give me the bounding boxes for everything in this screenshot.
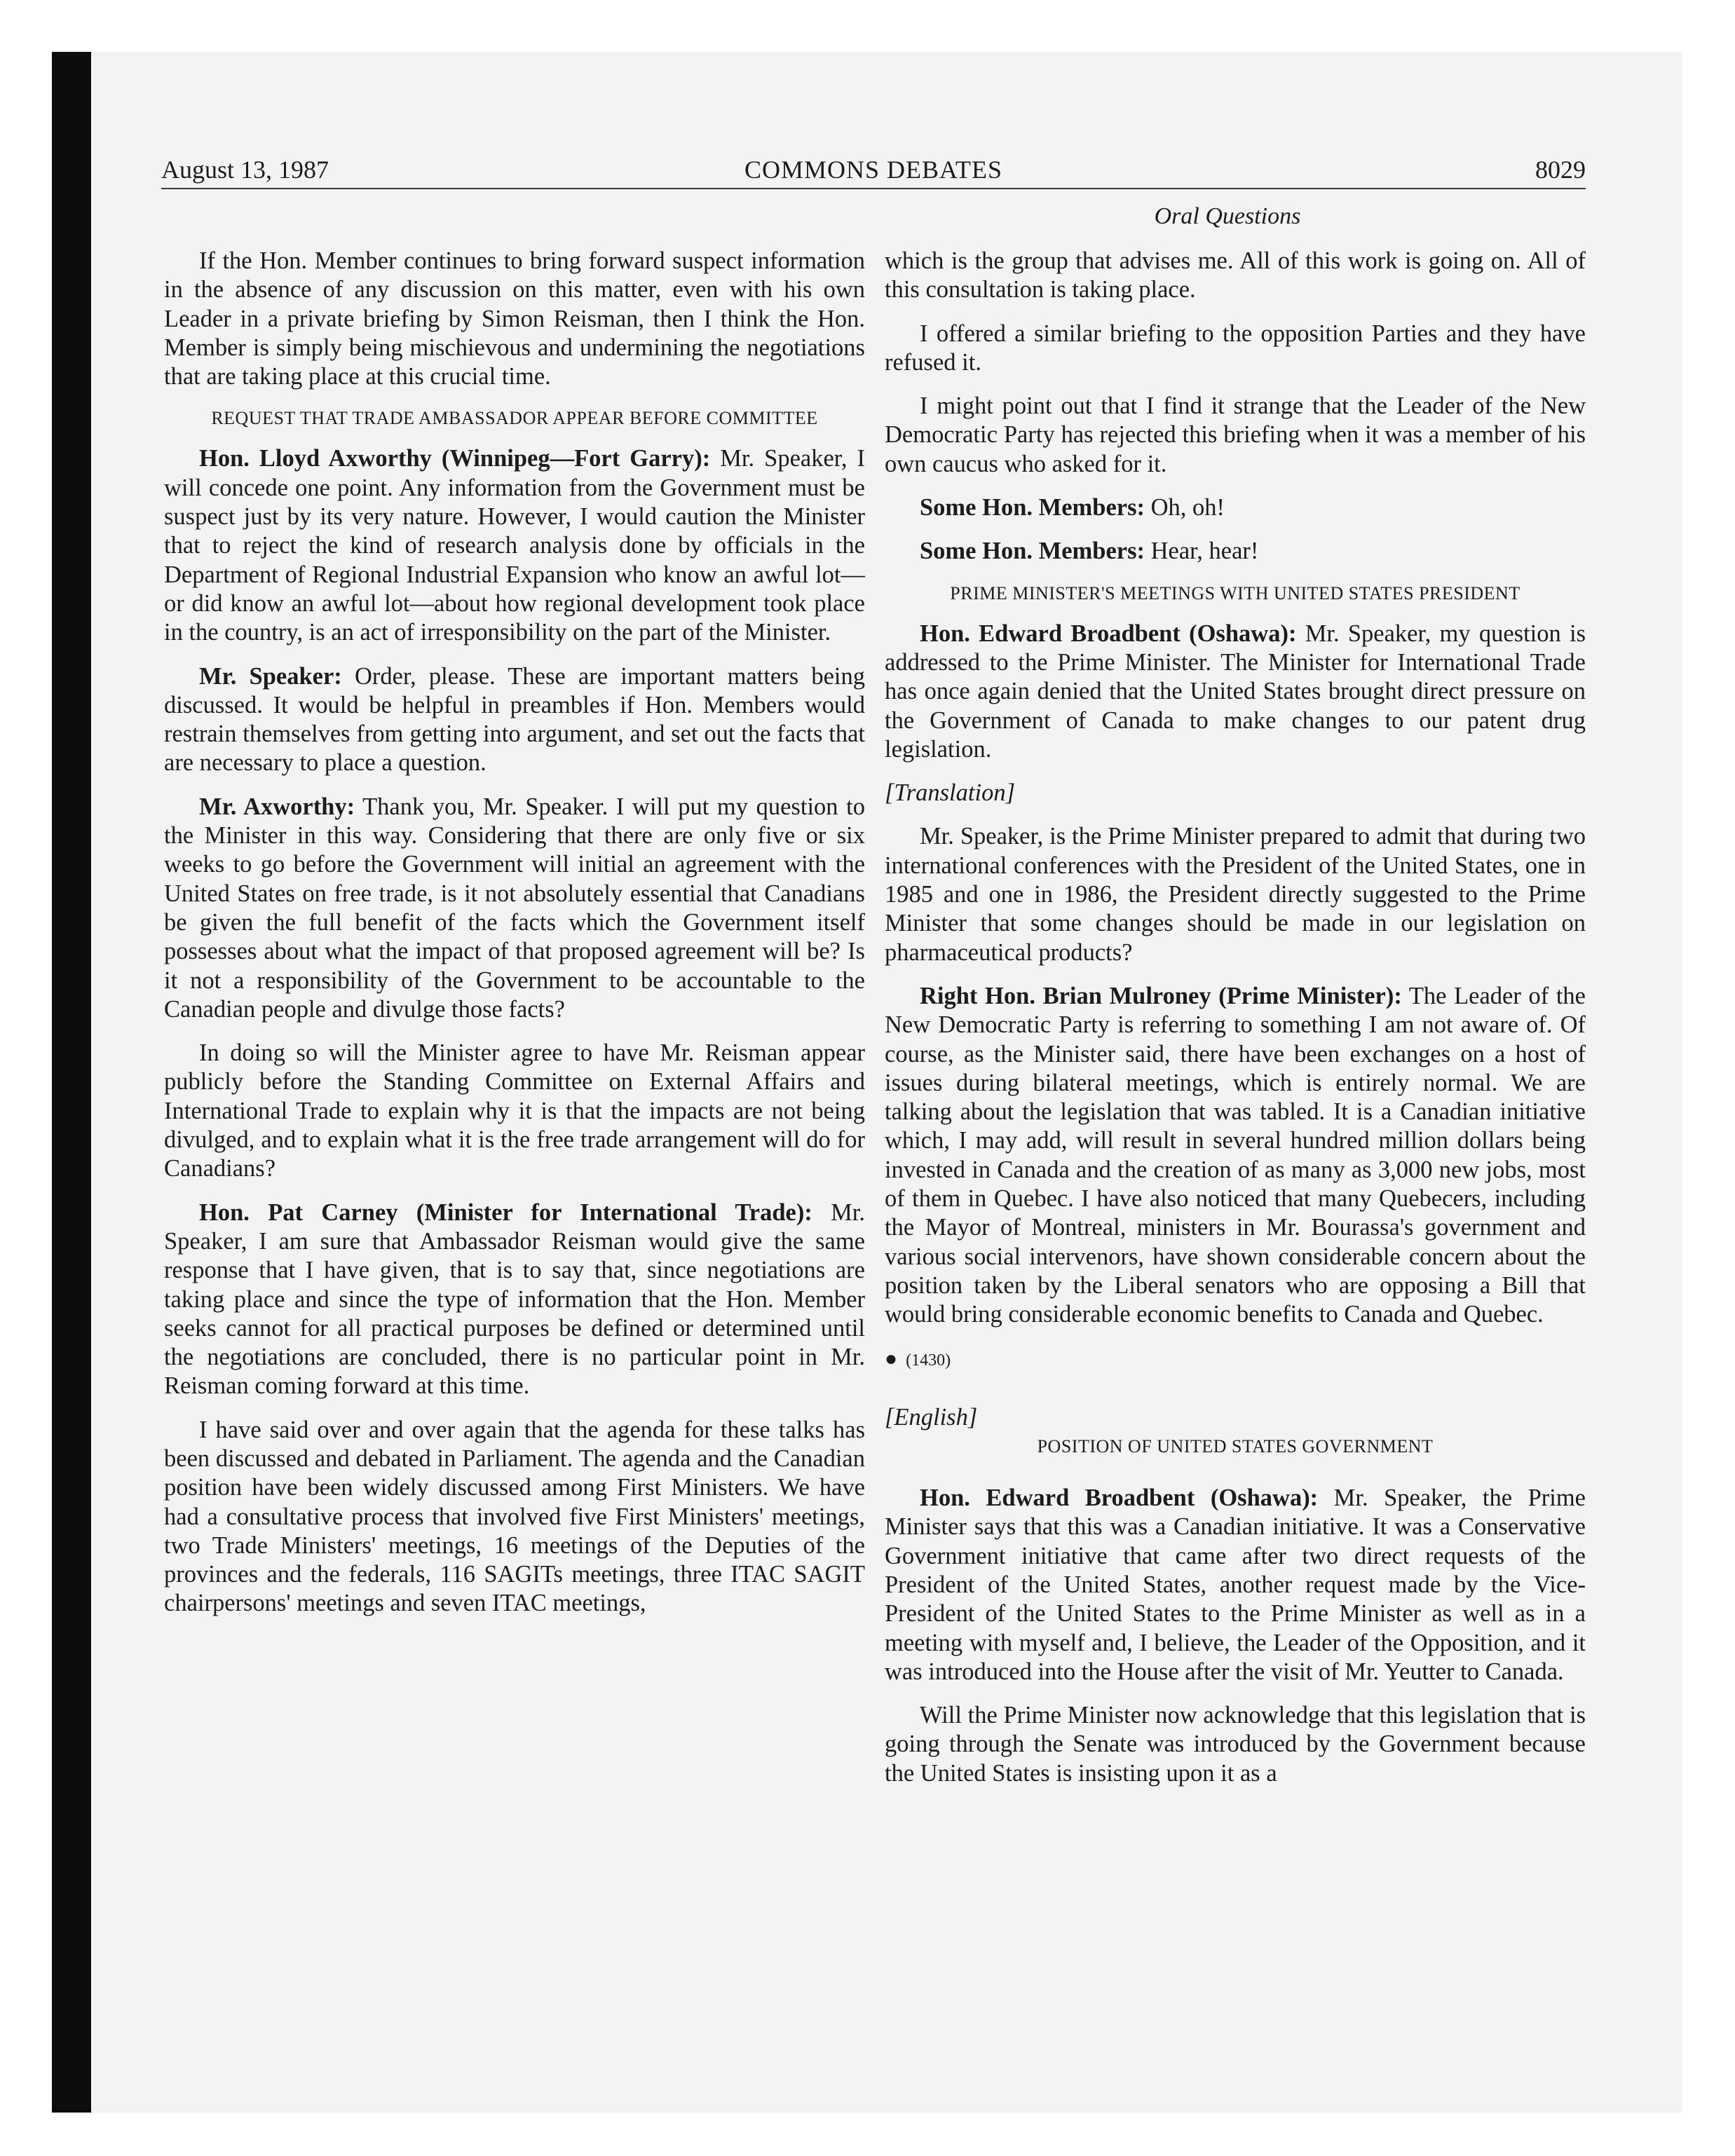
scan-edge — [52, 52, 91, 2113]
speaker-name: Mr. Speaker: — [199, 662, 342, 690]
paragraph — [164, 662, 865, 778]
speech-text: Mr. Speaker, I am sure that Ambassador Reisman would give the same response that I have given, that is to say that, since negotiations are taking place and since the type of information that the Hon. Member seeks cannot for all practical purposes be defined or determined until the negotiations are concluded, there is no particular point in Mr. Reisman coming forward at this time. — [164, 1199, 865, 1400]
paragraph — [885, 537, 1586, 566]
section-label: Oral Questions — [1154, 203, 1301, 229]
paragraph: In doing so will the Minister agree to have Mr. Reisman appear publicly before the Standing Committee on External Affairs and International Trade to explain why it is that the impacts are not being divulged, and to explain what it is the free trade arrangement will do for Canadians? — [164, 1039, 865, 1182]
paragraph: I might point out that I find it strange that the Leader of the New Democratic Party has rejected this briefing when it was a member of his own caucus who asked for it. — [885, 393, 1586, 477]
left-column — [164, 247, 865, 1633]
paragraph — [885, 493, 1586, 522]
language-rubric: [Translation] — [885, 779, 1015, 807]
paragraph: If the Hon. Member continues to bring forward suspect information in the absence of any discussion on this matter, even with his own Leader in a private briefing by Simon Reisman, then I think the Hon. Member is simply being mischievous and undermining the negotiations that are taking place at this crucial time. — [164, 247, 865, 390]
paragraph: I have said over and over again that the agenda for these talks has been discussed and debated in Parliament. The agenda and the Canadian position have been widely discussed among First Ministers. We have had a consultative process that involved five First Ministers' meetings, two Trade Ministers' meetings, 16 meetings of the Deputies of the provinces and the federals, 116 SAGITs meetings, three ITAC SAGIT chairpersons' meetings and seven ITAC meetings, — [164, 1416, 865, 1617]
speaker-name: Hon. Lloyd Axworthy (Winnipeg—Fort Garry): — [199, 445, 711, 472]
subheading: REQUEST THAT TRADE AMBASSADOR APPEAR BEFORE COMMITTEE — [211, 408, 818, 429]
speech-text: Hear, hear! — [1144, 538, 1259, 565]
header-date: August 13, 1987 — [161, 156, 329, 184]
right-column — [885, 247, 1586, 1803]
speaker-name: Some Hon. Members: — [920, 494, 1145, 521]
bullet-icon: ● — [885, 1346, 898, 1370]
paragraph — [885, 1484, 1586, 1686]
paragraph: Will the Prime Minister now acknowledge that this legislation that is going through the Senate was introduced by the Government because the United States is insisting upon it as a — [885, 1702, 1586, 1787]
paragraph — [885, 620, 1586, 764]
subheading: POSITION OF UNITED STATES GOVERNMENT — [1037, 1436, 1434, 1457]
paragraph — [164, 1199, 865, 1401]
paragraph: Mr. Speaker, is the Prime Minister prepared to admit that during two international conferences with the President of the United States, one in 1985 and one in 1986, the President directly suggested to the Prime Minister that some changes should be made in our legislation on pharmaceutical products? — [885, 823, 1586, 966]
header-publication: COMMONS DEBATES — [744, 156, 1003, 184]
speaker-name: Hon. Edward Broadbent (Oshawa): — [920, 1485, 1319, 1512]
page-header — [161, 151, 1586, 189]
speaker-name: Right Hon. Brian Mulroney (Prime Minister): — [920, 982, 1402, 1009]
speech-text: Mr. Speaker, I will concede one point. Any information from the Government must be suspect just by its very nature. However, I would caution the Minister that to reject the kind of research analysis done by officials in the Department of Regional Industrial Expansion who know an awful lot—or did know an awful lot—about how regional development took place in the country, is an act of irresponsibility on the part of the Minister. — [164, 445, 866, 646]
paragraph: I offered a similar briefing to the opposition Parties and they have refused it. — [885, 320, 1586, 376]
speech-text: Oh, oh! — [1144, 494, 1225, 521]
speech-text: Mr. Speaker, my question is addressed to the Prime Minister. The Minister for International Trade has once again denied that the United States brought direct pressure on the Government of Canada to make changes to our patent drug legislation. — [885, 620, 1586, 763]
paragraph: which is the group that advises me. All of this work is going on. All of this consultation is taking place. — [885, 247, 1586, 303]
header-page-number: 8029 — [1535, 156, 1586, 184]
paragraph — [885, 982, 1586, 1330]
speech-text: Mr. Speaker, the Prime Minister says that this was a Canadian initiative. It was a Conservative Government initiative that came after two direct requests of the President of the United States, another request made by the Vice-President of the United States to the Prime Minister as well as in a meeting with myself and, I believe, the Leader of the Opposition, and it was introduced into the House after the visit of Mr. Yeutter to Canada. — [885, 1485, 1586, 1685]
paragraph — [164, 793, 865, 1024]
speaker-name: Hon. Edward Broadbent (Oshawa): — [920, 620, 1297, 647]
speaker-name: Some Hon. Members: — [920, 538, 1145, 565]
speaker-name: Hon. Pat Carney (Minister for International Trade): — [199, 1199, 812, 1226]
language-rubric: [English] — [885, 1403, 978, 1431]
speech-text: Order, please. These are important matters being discussed. It would be helpful in preambles if Hon. Members would restrain themselves from getting into argument, and set out the facts that are necessary to place a question. — [164, 662, 865, 777]
speaker-name: Mr. Axworthy: — [199, 793, 355, 820]
speech-text: The Leader of the New Democratic Party is referring to something I am not aware of. Of course, as the Minister said, there have been exchanges on a host of issues during bilateral meetings, which is entirely normal. We are talking about the legislation that was tabled. It is a Canadian initiative which, I may add, will result in several hundred million dollars being invested in Canada and the creation of as many as 3,000 new jobs, most of them in Quebec. I have also noticed that many Quebecers, including the Mayor of Montreal, ministers in Mr. Bourassa's government and various social intervenors, have shown considerable concern about the position taken by the Liberal senators who are opposing a Bill that would bring considerable economic benefits to Canada and Quebec. — [885, 982, 1586, 1328]
paragraph — [164, 444, 865, 647]
subheading: PRIME MINISTER'S MEETINGS WITH UNITED STATES PRESIDENT — [950, 582, 1520, 603]
time-marker-text: (1430) — [906, 1351, 951, 1370]
speech-text: Thank you, Mr. Speaker. I will put my question to the Minister in this way. Considering that there are only five or six weeks to go before the Government will initial an agreement with the United States on free trade, is it not absolutely essential that Canadians be given the full benefit of the facts which the Government itself possesses about what the impact of that proposed agreement will be? Is it not a responsibility of the Government to be accountable to the Canadian people and divulge those facts? — [164, 793, 865, 1023]
time-marker — [885, 1344, 1586, 1375]
